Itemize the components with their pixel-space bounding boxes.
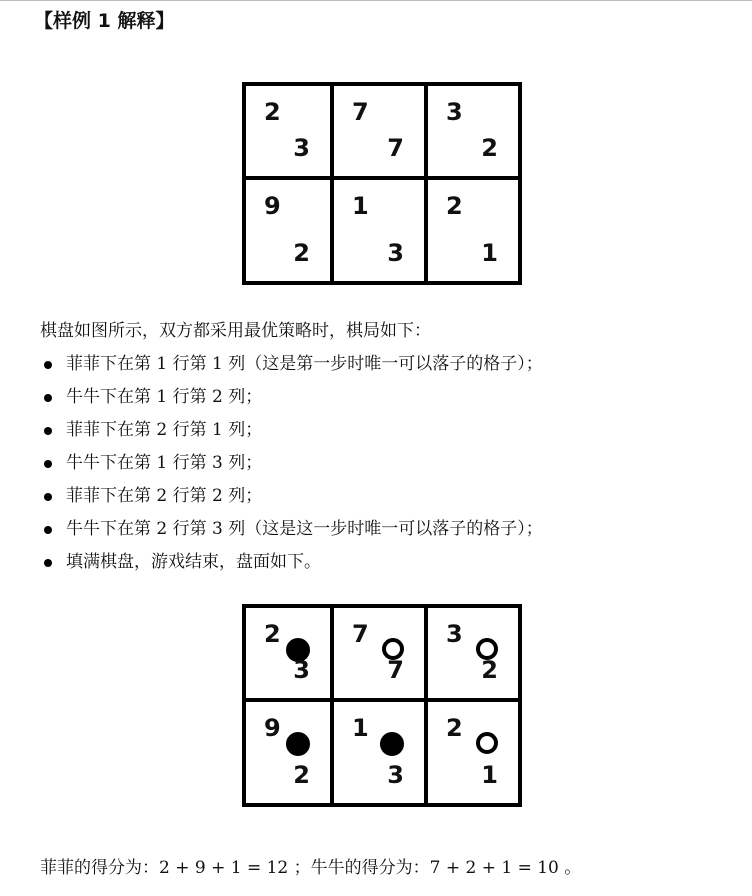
cell-top-number: 7 [352, 620, 369, 648]
cell-top-number: 2 [446, 714, 463, 742]
cell-bottom-number: 2 [293, 239, 310, 267]
move-text: 菲菲下在第 1 行第 1 列（这是第一步时唯一可以落子的格子）； [66, 354, 543, 374]
board-initial [242, 82, 522, 285]
cell-top-number: 3 [446, 620, 463, 648]
list-item [40, 387, 543, 420]
intro-text: 棋盘如图所示，双方都采用最优策略时，棋局如下： [40, 321, 431, 341]
bullet-icon [44, 394, 52, 402]
move-text: 菲菲下在第 2 行第 2 列； [66, 486, 263, 506]
score-summary: 菲菲的得分为：2 + 9 + 1 = 12 ；牛牛的得分为：7 + 2 + 1 = 10 。 [40, 858, 582, 878]
move-list [40, 354, 543, 585]
list-item [40, 453, 543, 486]
cell-bottom-number: 3 [293, 656, 310, 684]
cell-bottom-number: 3 [387, 239, 404, 267]
black-stone-icon [380, 732, 404, 756]
white-stone-icon [476, 732, 498, 754]
list-item [40, 354, 543, 387]
board-cell [334, 608, 424, 698]
board-final [242, 604, 522, 807]
cell-bottom-number: 2 [293, 761, 310, 789]
section-heading: 【样例 1 解释】 [34, 10, 175, 32]
cell-top-number: 2 [264, 98, 281, 126]
cell-top-number: 1 [352, 192, 369, 220]
move-text: 牛牛下在第 2 行第 3 列（这是这一步时唯一可以落子的格子）； [66, 519, 543, 539]
list-item [40, 486, 543, 519]
cell-bottom-number: 3 [387, 761, 404, 789]
bullet-icon [44, 493, 52, 501]
list-item [40, 420, 543, 453]
board-cell [246, 180, 330, 281]
cell-bottom-number: 7 [387, 134, 404, 162]
board-cell [246, 702, 330, 803]
board-cell [428, 702, 518, 803]
cell-bottom-number: 1 [481, 239, 498, 267]
board-cell [246, 86, 330, 176]
cell-bottom-number: 1 [481, 761, 498, 789]
board-cell [428, 86, 518, 176]
cell-top-number: 2 [264, 620, 281, 648]
cell-top-number: 1 [352, 714, 369, 742]
board-cell [334, 180, 424, 281]
board-cell [428, 608, 518, 698]
cell-top-number: 2 [446, 192, 463, 220]
bullet-icon [44, 526, 52, 534]
cell-top-number: 9 [264, 714, 281, 742]
board-cell [334, 86, 424, 176]
move-text: 填满棋盘，游戏结束，盘面如下。 [66, 552, 321, 572]
board-cell [334, 702, 424, 803]
move-text: 牛牛下在第 1 行第 3 列； [66, 453, 263, 473]
bullet-icon [44, 427, 52, 435]
cell-top-number: 7 [352, 98, 369, 126]
board-cell [246, 608, 330, 698]
cell-bottom-number: 3 [293, 134, 310, 162]
cell-top-number: 9 [264, 192, 281, 220]
top-divider [0, 0, 752, 1]
cell-top-number: 3 [446, 98, 463, 126]
bullet-icon [44, 460, 52, 468]
list-item [40, 552, 543, 585]
cell-bottom-number: 7 [387, 656, 404, 684]
board-cell [428, 180, 518, 281]
bullet-icon [44, 559, 52, 567]
move-text: 菲菲下在第 2 行第 1 列； [66, 420, 263, 440]
cell-bottom-number: 2 [481, 656, 498, 684]
cell-bottom-number: 2 [481, 134, 498, 162]
bullet-icon [44, 361, 52, 369]
move-text: 牛牛下在第 1 行第 2 列； [66, 387, 263, 407]
black-stone-icon [286, 732, 310, 756]
list-item [40, 519, 543, 552]
